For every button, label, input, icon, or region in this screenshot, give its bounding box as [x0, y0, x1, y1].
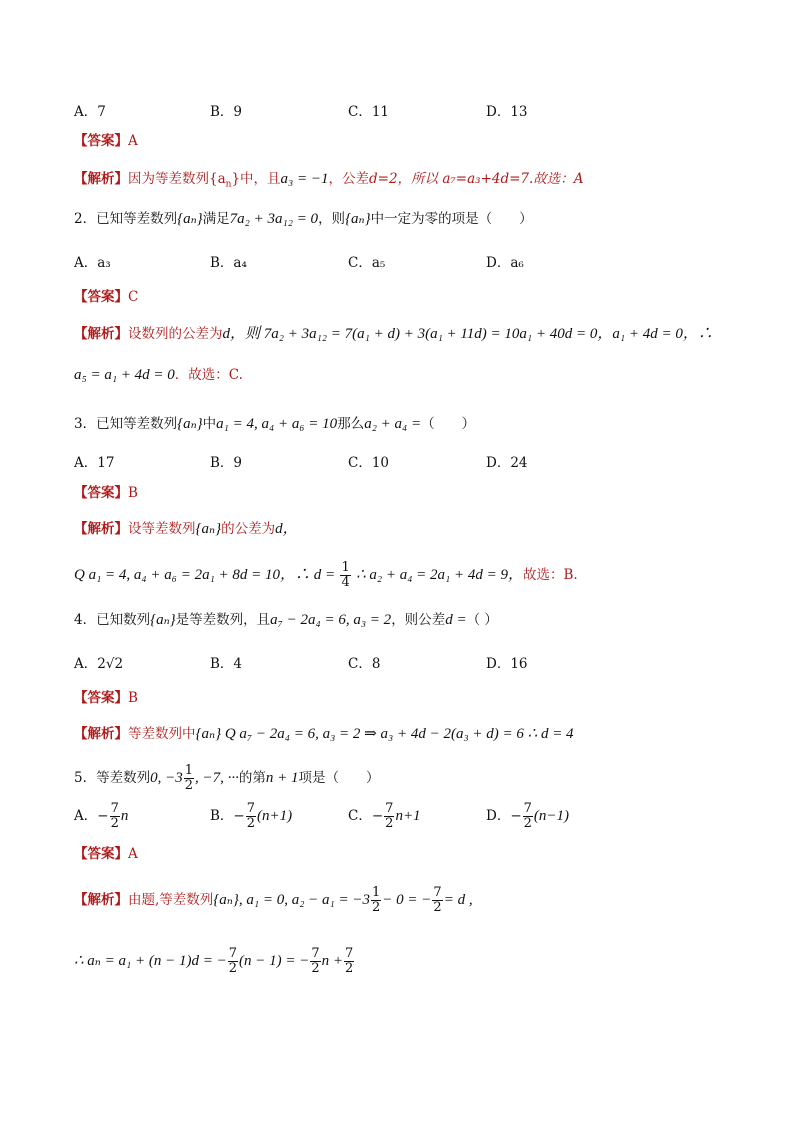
analysis-label: 【解析】 [74, 171, 128, 187]
analysis-math: (n − 1) = − [238, 953, 310, 969]
answer-label: 【答案】 [74, 485, 128, 501]
q3-option-a: A．17 [74, 455, 115, 471]
stem-text: （ ） [466, 612, 498, 628]
fraction [371, 886, 381, 915]
stem-text: 项是（ ） [298, 770, 380, 786]
q5-option-d [486, 802, 569, 831]
fraction [432, 886, 442, 915]
q4-option-b: B．4 [210, 656, 243, 672]
q5-analysis-line1 [74, 885, 473, 915]
analysis-math: = d , [443, 892, 473, 908]
fraction [310, 947, 320, 976]
analysis-math: d， [275, 521, 298, 537]
q3-option-c: C．10 [348, 455, 390, 471]
stem-math: 0, −3 [150, 770, 183, 786]
q5-analysis-line2 [74, 946, 355, 976]
fraction-denominator: 2 [110, 816, 119, 831]
q2-stem [74, 209, 533, 229]
q1-option-c: C．11 [348, 104, 390, 120]
q5-option-a [74, 802, 128, 831]
stem-text: 满足 [202, 211, 230, 227]
fraction [523, 802, 533, 831]
answer-label: 【答案】 [74, 133, 128, 149]
q1-analysis [74, 169, 584, 195]
option-prefix: C．− [348, 808, 384, 824]
analysis-math: {aₙ} Q a₇ − 2a₄ = 6, a₃ = 2 ⇒ a₃ + 4d − 2(a₃ + d) = 6 ∴ d = 4 [195, 726, 574, 742]
analysis-text: 由题,等差数列 [128, 892, 214, 908]
q3-answer [74, 483, 138, 503]
analysis-math: − 0 = − [382, 892, 432, 908]
option-suffix: (n+1) [257, 808, 293, 824]
stem-text: 中一定为零的项是（ ） [370, 211, 533, 227]
q2-answer [74, 287, 138, 307]
fraction-numerator: 7 [246, 801, 256, 816]
fraction-denominator: 2 [523, 816, 532, 831]
analysis-math: Q a₁ = 4, a₄ + a₆ = 2a₁ + 8d = 10，∴ d = [74, 567, 336, 583]
q3-analysis-line1 [74, 519, 298, 539]
q2-option-c: C．a₅ [348, 255, 386, 271]
q5-answer [74, 844, 138, 864]
option-suffix: n [120, 808, 129, 824]
stem-text: ，则 [318, 211, 346, 227]
analysis-text: 等差数列中 [128, 726, 196, 742]
stem-text: 3．已知等差数列 [74, 416, 178, 432]
fraction-denominator: 2 [385, 816, 394, 831]
analysis-math: d，则 7a₂ + 3a₁₂ = 7(a₁ + d) + 3(a₁ + 11d) = 10a₁ + 40d = 0，a₁ + 4d = 0，∴ [222, 326, 713, 342]
answer-label: 【答案】 [74, 690, 128, 706]
stem-math: a₇ − 2a₄ = 6, a₃ = 2 [270, 612, 392, 628]
option-prefix: D．− [486, 808, 522, 824]
fraction [184, 764, 194, 793]
analysis-label: 【解析】 [74, 521, 128, 537]
fraction-denominator: 2 [228, 961, 237, 976]
fraction-numerator: 7 [228, 946, 237, 961]
fraction-numerator: 7 [110, 801, 119, 816]
analysis-sub: n [225, 179, 232, 190]
fraction [110, 802, 120, 831]
analysis-math: n + [321, 953, 343, 969]
fraction-numerator: 1 [184, 763, 193, 778]
analysis-label: 【解析】 [74, 726, 128, 742]
answer-value: B [128, 485, 138, 501]
analysis-math: ∴ aₙ = a₁ + (n − 1)d = − [74, 953, 227, 969]
stem-math: d = [445, 612, 467, 628]
analysis-text-2: }中，且 [231, 171, 281, 187]
q1-options [74, 100, 734, 120]
analysis-red: 故选：B. [523, 567, 578, 583]
answer-value: B [128, 690, 138, 706]
q2-option-b: B．a₄ [210, 255, 247, 271]
analysis-text: 设等差数列 [128, 521, 196, 537]
q5-option-c [348, 802, 421, 831]
fraction-denominator: 2 [372, 900, 381, 915]
q5-stem [74, 763, 380, 793]
stem-text: 那么 [337, 416, 365, 432]
q5-option-b [210, 802, 292, 831]
option-prefix: A．− [74, 808, 109, 824]
q3-option-d: D．24 [486, 455, 528, 471]
q2-analysis-line2 [74, 365, 243, 385]
stem-math: , −7, ··· [195, 770, 239, 786]
stem-math: {aₙ} [177, 416, 203, 432]
stem-text: ，则公差 [391, 612, 446, 628]
stem-math: {aₙ} [177, 211, 203, 227]
analysis-text-3: ，公差 [328, 171, 369, 187]
fraction-denominator: 2 [246, 816, 256, 831]
fraction-numerator: 7 [385, 801, 394, 816]
fraction-denominator: 4 [341, 575, 350, 590]
q4-options [74, 652, 734, 672]
q3-options [74, 451, 734, 471]
stem-math: {aₙ} [150, 612, 176, 628]
analysis-text: 因为等差数列{a [128, 171, 226, 187]
fraction-denominator: 2 [433, 900, 442, 915]
stem-text: （ ） [421, 416, 476, 432]
q3-option-b: B．9 [210, 455, 243, 471]
analysis-math: {aₙ} [195, 521, 222, 537]
option-prefix: B．− [210, 808, 245, 824]
fraction-denominator: 2 [311, 961, 320, 976]
analysis-math: {aₙ}, a₁ = 0, a₂ − a₁ = −3 [213, 892, 371, 908]
analysis-math: a₅ = a₁ + 4d = 0 [74, 367, 175, 383]
q4-option-a: A．2√2 [74, 656, 124, 672]
fraction [228, 947, 238, 976]
fraction-numerator: 1 [372, 885, 381, 900]
answer-value: A [128, 133, 138, 149]
analysis-red: d=2，所以 a₇=a₃+4d=7.故选：A [369, 171, 584, 187]
q4-answer [74, 688, 138, 708]
analysis-text: 设数列的公差为 [128, 326, 223, 342]
fraction-numerator: 7 [433, 885, 442, 900]
analysis-text: 的公差为 [221, 521, 276, 537]
analysis-label: 【解析】 [74, 892, 128, 908]
q4-option-c: C．8 [348, 656, 381, 672]
q1-option-d: D．13 [486, 104, 528, 120]
fraction [344, 947, 354, 976]
stem-text: 的第 [238, 770, 266, 786]
q1-option-a: A．7 [74, 104, 106, 120]
fraction-numerator: 7 [523, 801, 532, 816]
q2-analysis-line1 [74, 324, 713, 344]
analysis-label: 【解析】 [74, 326, 128, 342]
answer-label: 【答案】 [74, 289, 128, 305]
q1-option-b: B．9 [210, 104, 243, 120]
fraction [246, 802, 256, 831]
answer-value: A [128, 846, 138, 862]
answer-value: C [128, 289, 139, 305]
fraction [340, 561, 350, 590]
stem-math: a₂ + a₄ = [364, 416, 422, 432]
fraction-numerator: 7 [311, 946, 320, 961]
analysis-math: ∴ a₂ + a₄ = 2a₁ + 4d = 9， [356, 567, 523, 583]
q3-stem [74, 414, 475, 434]
q2-option-a: A．a₃ [74, 255, 111, 271]
fraction-denominator: 2 [345, 961, 354, 976]
stem-text: 4．已知数列 [74, 612, 151, 628]
q2-option-d: D．a₆ [486, 255, 524, 271]
fraction-denominator: 2 [184, 778, 193, 793]
analysis-text: ．故选：C. [174, 367, 243, 383]
fraction [384, 802, 394, 831]
q4-option-d: D．16 [486, 656, 528, 672]
option-suffix: (n−1) [533, 808, 570, 824]
stem-text: 中 [202, 416, 217, 432]
q3-analysis-line2 [74, 560, 578, 590]
stem-math: 7a₂ + 3a₁₂ = 0 [229, 211, 319, 227]
stem-text: 是等差数列，且 [175, 612, 271, 628]
q2-options [74, 251, 734, 271]
q4-stem [74, 610, 498, 630]
stem-math: n + 1 [265, 770, 299, 786]
stem-math: a₁ = 4, a₄ + a₆ = 10 [216, 416, 338, 432]
stem-text: 5．等差数列 [74, 770, 151, 786]
q5-options [74, 802, 734, 834]
analysis-math: a₃ = −1 [280, 171, 329, 187]
fraction-numerator: 1 [341, 560, 350, 575]
option-suffix: n+1 [395, 808, 421, 824]
answer-label: 【答案】 [74, 846, 128, 862]
q1-answer [74, 131, 138, 151]
stem-math: {aₙ} [345, 211, 371, 227]
q4-analysis [74, 724, 574, 744]
fraction-numerator: 7 [345, 946, 354, 961]
stem-text: 2．已知等差数列 [74, 211, 178, 227]
